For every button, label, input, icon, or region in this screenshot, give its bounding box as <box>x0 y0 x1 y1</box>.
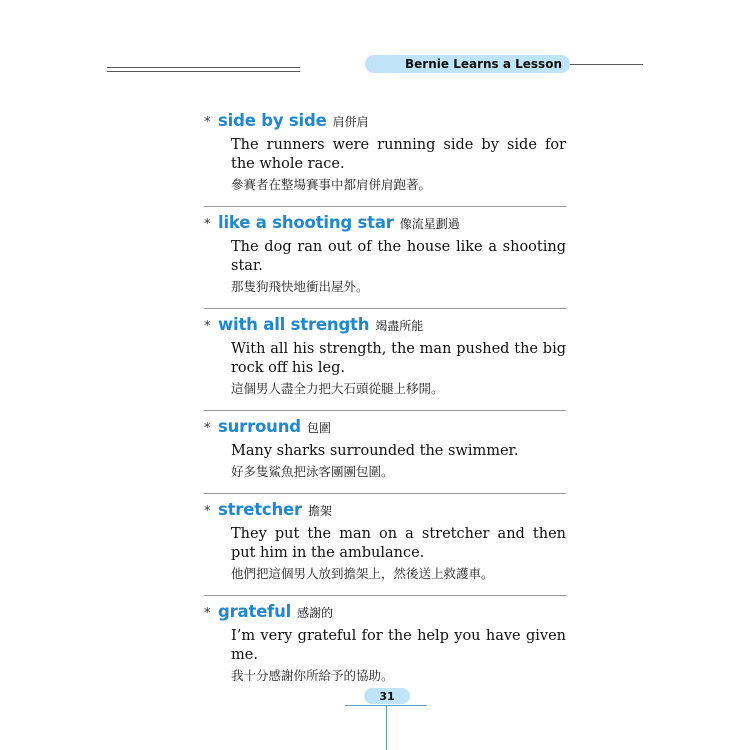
bullet-mark: * <box>204 606 211 621</box>
vocab-entry <box>204 417 566 494</box>
footer-vertical-rule <box>386 705 387 750</box>
bullet-mark: * <box>204 319 211 334</box>
chinese-gloss: 包圍 <box>306 421 331 435</box>
chinese-gloss: 像流星劃過 <box>399 217 460 231</box>
chinese-gloss: 感謝的 <box>297 606 334 620</box>
entry-divider <box>204 410 566 411</box>
vocab-term: with all strength <box>218 315 370 334</box>
vocab-term: stretcher <box>218 500 302 519</box>
example-translation: 好多隻鯊魚把泳客團團包圍。 <box>231 464 394 479</box>
headword-line <box>204 315 566 340</box>
chinese-gloss: 擔架 <box>307 504 332 518</box>
headword-line <box>204 417 566 442</box>
bullet-mark: * <box>204 217 211 232</box>
vocab-term: side by side <box>218 111 327 130</box>
example-sentence: They put the man on a stretcher and then put him in the ambulance. <box>231 526 566 561</box>
entry-divider <box>204 493 566 494</box>
example-translation: 他們把這個男人放到擔架上，然後送上救護車。 <box>231 566 494 581</box>
bullet-mark: * <box>204 504 211 519</box>
entry-divider <box>204 595 566 596</box>
example-sentence: With all his strength, the man pushed the big rock off his leg. <box>231 341 566 376</box>
vocab-entry <box>204 213 566 309</box>
headword-line <box>204 500 566 525</box>
vocab-entry <box>204 315 566 411</box>
example-translation: 參賽者在整場賽事中都肩併肩跑著。 <box>231 177 432 192</box>
header-rule-left <box>107 67 300 72</box>
vocab-entry <box>204 602 566 685</box>
example-translation: 我十分感謝你所給予的協助。 <box>231 668 394 683</box>
vocab-entry <box>204 111 566 207</box>
example-sentence: The dog ran out of the house like a shooting star. <box>231 239 566 274</box>
chapter-title: Bernie Learns a Lesson <box>405 57 562 71</box>
chinese-gloss: 肩併肩 <box>332 115 369 129</box>
vocab-term: grateful <box>218 602 292 621</box>
example-translation: 那隻狗飛快地衝出屋外。 <box>231 279 369 294</box>
entry-divider <box>204 308 566 309</box>
example-sentence: Many sharks surrounded the swimmer. <box>231 443 519 459</box>
example-translation: 這個男人盡全力把大石頭從腿上移開。 <box>231 381 444 396</box>
header-rule-right <box>560 64 643 65</box>
vocab-term: like a shooting star <box>218 213 394 232</box>
bullet-mark: * <box>204 115 211 130</box>
example-sentence: The runners were running side by side for the whole race. <box>231 137 566 172</box>
vocab-term: surround <box>218 417 301 436</box>
entry-divider <box>204 206 566 207</box>
vocab-entry <box>204 500 566 596</box>
headword-line <box>204 602 566 627</box>
bullet-mark: * <box>204 421 211 436</box>
headword-line <box>204 213 566 238</box>
page-number-badge <box>364 688 410 704</box>
headword-line <box>204 111 566 136</box>
vocabulary-list <box>204 111 566 685</box>
header-banner <box>365 55 570 73</box>
example-sentence: I’m very grateful for the help you have given me. <box>231 628 566 663</box>
page-number: 31 <box>379 689 395 703</box>
chinese-gloss: 竭盡所能 <box>375 319 424 333</box>
